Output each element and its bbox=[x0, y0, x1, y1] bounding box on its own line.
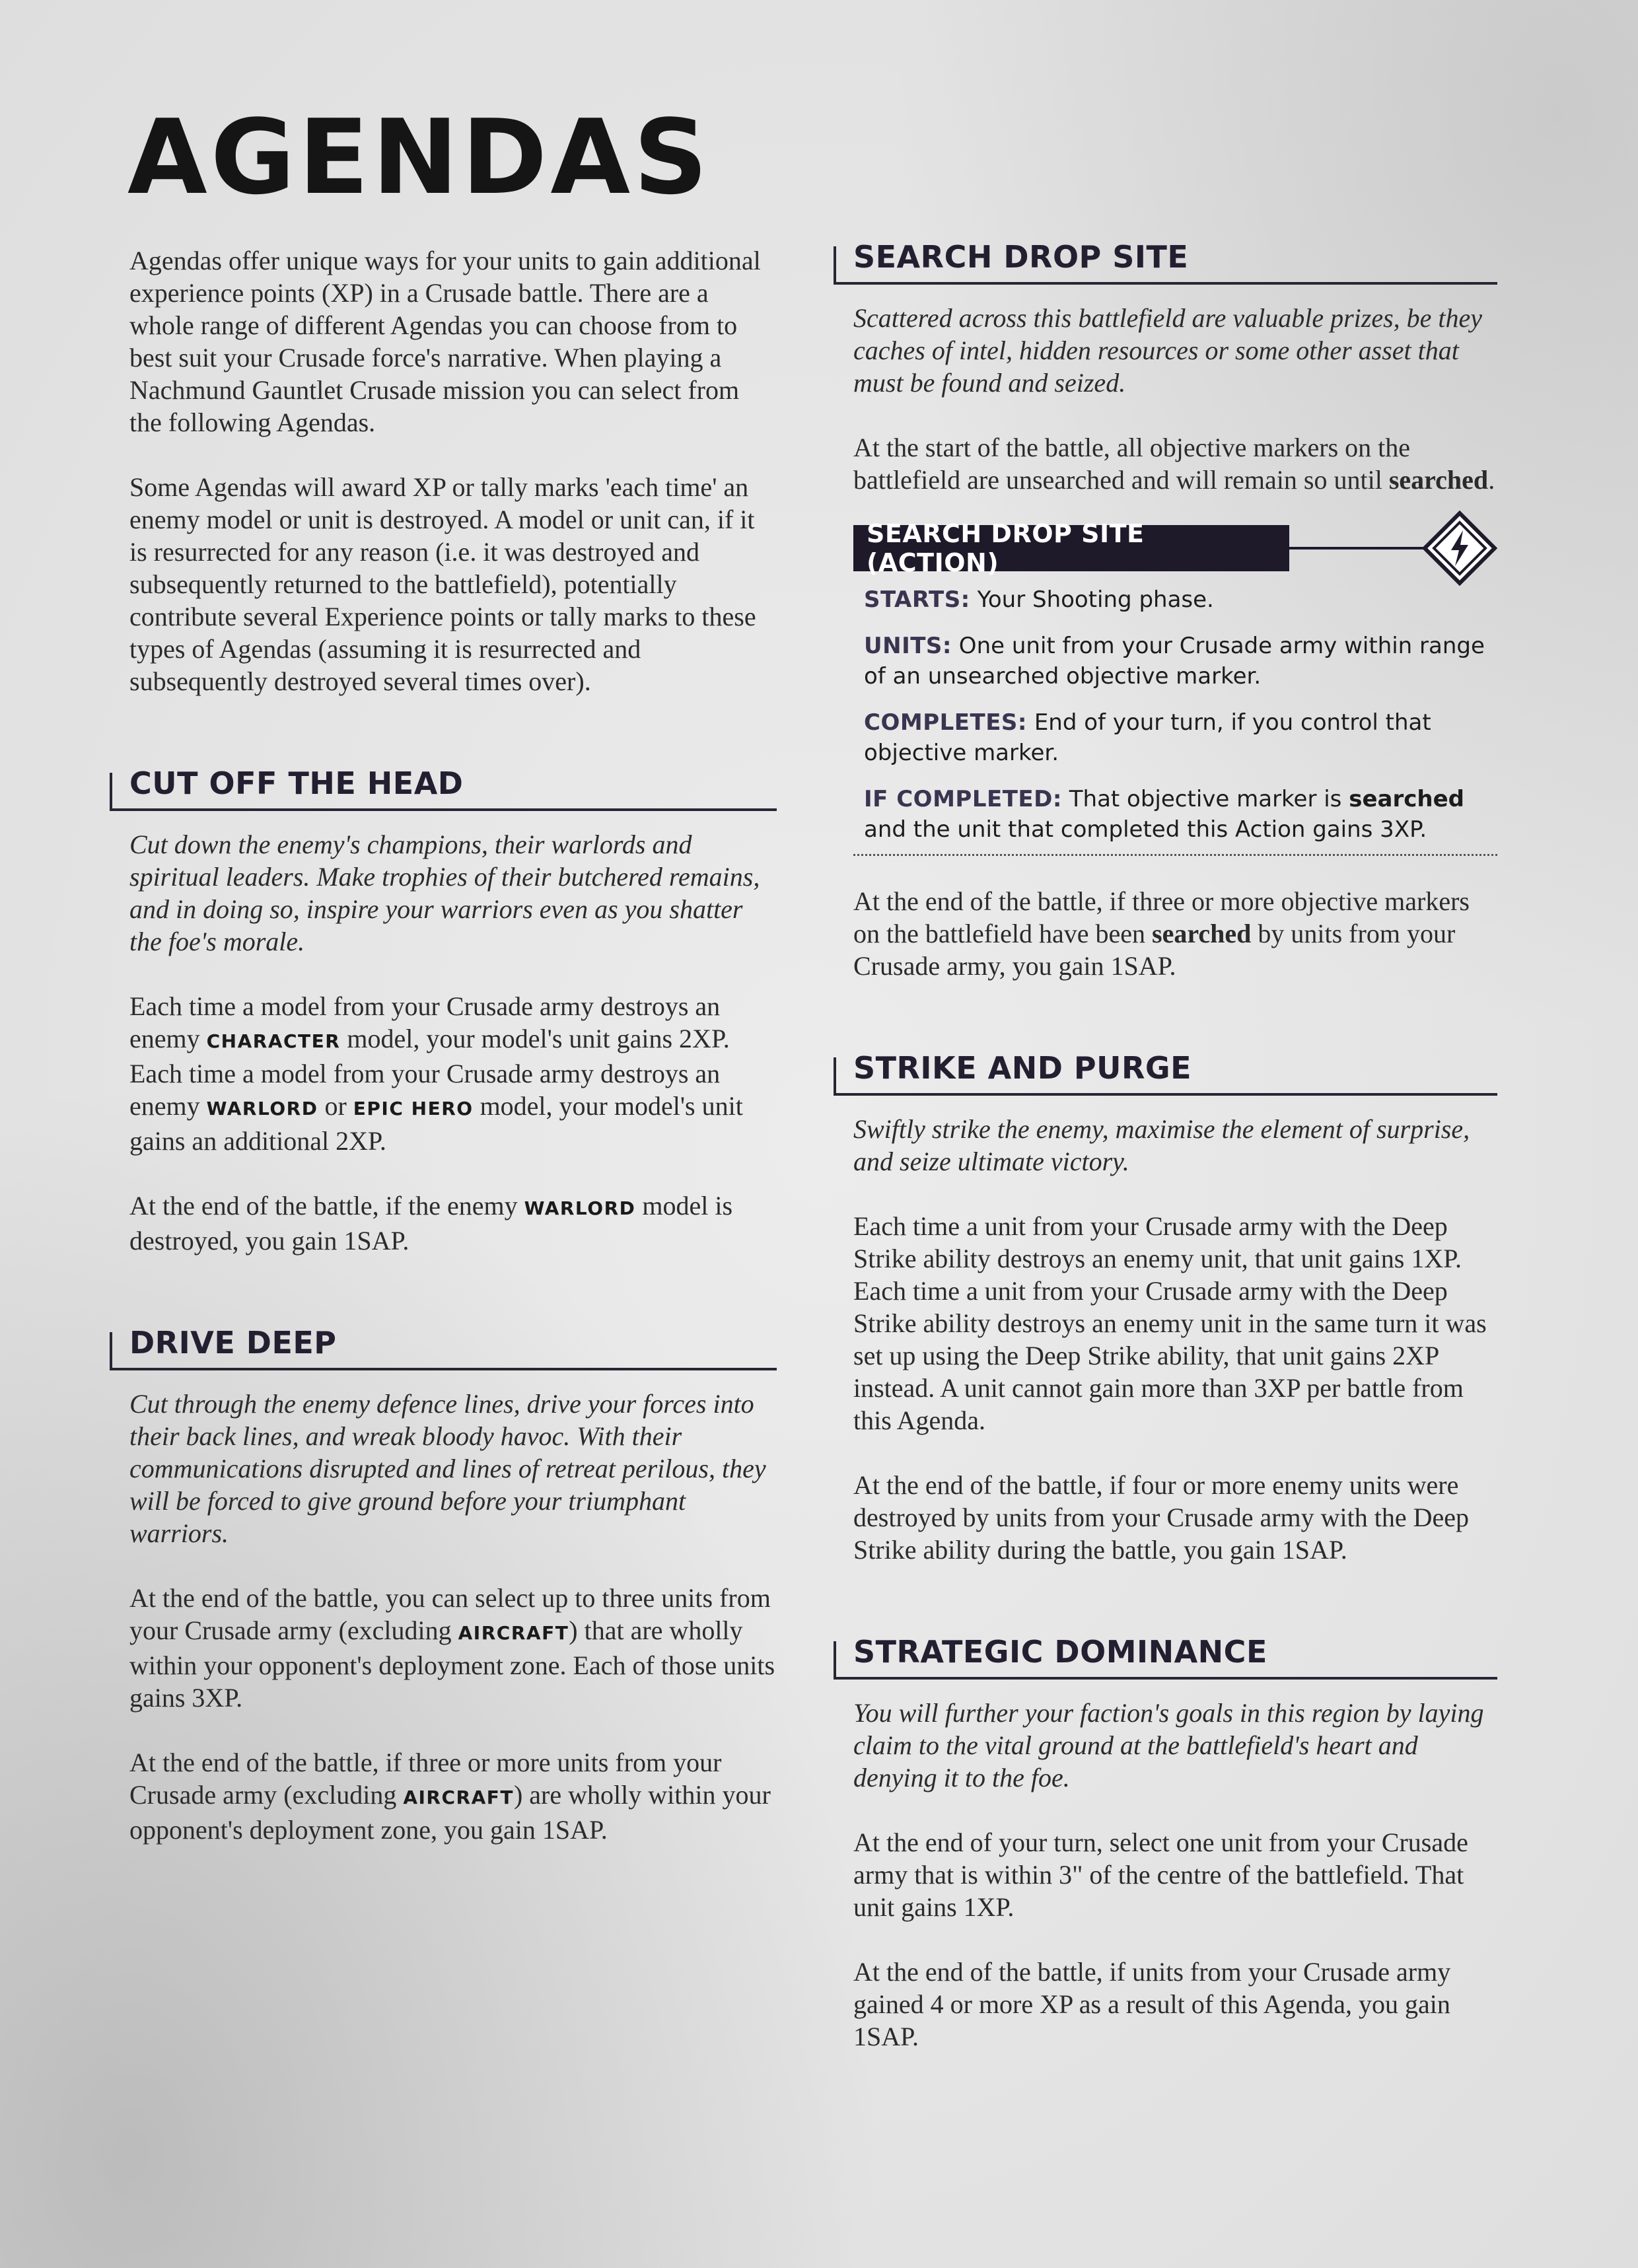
rule-paragraph-2: At the end of the battle, if units from your Crusade army gained 4 or more XP as a result of this Agenda, you gain 1SAP. bbox=[853, 1957, 1451, 2051]
left-column bbox=[129, 244, 777, 1846]
action-units: UNITS: One unit from your Crusade army within range of an unsearched objective marker. bbox=[864, 633, 1485, 690]
section-heading: DRIVE DEEP bbox=[129, 1325, 337, 1361]
lore-text: Cut through the enemy defence lines, drive your forces into their back lines, and wreak bloody havoc. With their communications disrupted and lines of retreat perilous, they will be forced to give ground before your triumphant warriors. bbox=[129, 1389, 766, 1548]
section-heading-bar bbox=[834, 234, 1497, 285]
keyword-warlord: WARLORD bbox=[524, 1197, 636, 1219]
rule-paragraph-2: At the end of the battle, if three or more units from your Crusade army (excluding AIRCRAFT) are wholly within your opponent's deployment zone, you gain 1SAP. bbox=[129, 1748, 771, 1845]
section-heading-bar bbox=[834, 1045, 1497, 1096]
lightning-bolt-diamond-icon bbox=[1422, 511, 1497, 586]
keyword-aircraft: AIRCRAFT bbox=[458, 1622, 569, 1644]
section-heading: SEARCH DROP SITE bbox=[853, 239, 1189, 275]
agenda-search-drop-site bbox=[853, 234, 1497, 982]
lore-text: Scattered across this battlefield are valuable prizes, be they caches of intel, hidden resources or some other asset that must be found and seized. bbox=[853, 303, 1483, 398]
section-heading-bar bbox=[110, 1320, 777, 1370]
rule-paragraph-1: At the end of your turn, select one unit from your Crusade army that is within 3" of the centre of the battlefield. That unit gains 1XP. bbox=[853, 1827, 1468, 1922]
action-completes: COMPLETES: End of your turn, if you control that objective marker. bbox=[864, 709, 1431, 766]
section-heading: CUT OFF THE HEAD bbox=[129, 765, 464, 801]
page-title: AGENDAS bbox=[127, 97, 711, 217]
action-title: SEARCH DROP SITE (ACTION) bbox=[853, 525, 1289, 571]
lore-text: Swiftly strike the enemy, maximise the element of surprise, and seize ultimate victory. bbox=[853, 1114, 1470, 1176]
intro-paragraph-1: Agendas offer unique ways for your units to gain additional experience points (XP) in a Crusade battle. There are a whole range of different Agendas you can choose from to best suit your Crusade force's narrative. When playing a Nachmund Gauntlet Crusade mission you can select from the following Agendas. bbox=[129, 246, 761, 437]
action-box bbox=[853, 519, 1497, 856]
action-body bbox=[853, 571, 1497, 856]
keyword-aircraft: AIRCRAFT bbox=[403, 1787, 514, 1808]
action-if-completed: IF COMPLETED: That objective marker is searched and the unit that completed this Action gains 3XP. bbox=[864, 786, 1464, 843]
agenda-drive-deep bbox=[129, 1320, 777, 1846]
intro-paragraph-2: Some Agendas will award XP or tally marks 'each time' an enemy model or unit is destroyed. A model or unit can, if it is resurrected for any reason (i.e. it was destroyed and subsequently returned to the battlefield), potentially contribute several Experience points or tally marks to these types of Agendas (assuming it is resurrected and subsequently destroyed several times over). bbox=[129, 472, 756, 696]
action-header-rule bbox=[1289, 547, 1438, 549]
rule-paragraph-1: Each time a model from your Crusade army destroys an enemy CHARACTER model, your model's unit gains 2XP. Each time a model from your Crusade army destroys an enemy WARLORD or EPIC HERO model, your model's unit gains an additional 2XP. bbox=[129, 991, 743, 1156]
keyword-character: CHARACTER bbox=[206, 1030, 341, 1052]
lore-text: Cut down the enemy's champions, their warlords and spiritual leaders. Make trophies of their butchered remains, and in doing so, inspire your warriors even as you shatter the foe's morale. bbox=[129, 830, 760, 956]
rule-paragraph-2: At the end of the battle, if three or more objective markers on the battlefield have been searched by units from your Crusade army, you gain 1SAP. bbox=[853, 886, 1470, 981]
rule-paragraph-2: At the end of the battle, if the enemy WARLORD model is destroyed, you gain 1SAP. bbox=[129, 1191, 733, 1256]
keyword-epic-hero: EPIC HERO bbox=[353, 1098, 474, 1119]
intro-section bbox=[129, 244, 777, 697]
agenda-cut-off-the-head bbox=[129, 761, 777, 1257]
rule-paragraph-1: Each time a unit from your Crusade army with the Deep Strike ability destroys an enemy unit, that unit gains 1XP. Each time a unit from your Crusade army with the Deep Strike ability destroys an enemy unit in the same turn it was set up using the Deep Strike ability, that unit gains 2XP instead. A unit cannot gain more than 3XP per battle from this Agenda. bbox=[853, 1211, 1487, 1435]
rule-paragraph-1: At the end of the battle, you can select up to three units from your Crusade army (excluding AIRCRAFT) that are wholly within your opponent's deployment zone. Each of those units gains 3XP. bbox=[129, 1583, 775, 1713]
action-starts: STARTS: Your Shooting phase. bbox=[864, 586, 1214, 613]
section-heading: STRIKE AND PURGE bbox=[853, 1050, 1192, 1086]
action-header bbox=[853, 519, 1497, 577]
keyword-warlord: WARLORD bbox=[206, 1098, 318, 1119]
lore-text: You will further your faction's goals in this region by laying claim to the vital ground at the battlefield's heart and denying it to the foe. bbox=[853, 1698, 1484, 1792]
agenda-strike-and-purge bbox=[853, 1045, 1497, 1566]
rule-paragraph-1: At the start of the battle, all objective markers on the battlefield are unsearched and will remain so until searched. bbox=[853, 433, 1495, 495]
section-heading-bar bbox=[110, 761, 777, 811]
agenda-strategic-dominance bbox=[853, 1629, 1497, 2053]
right-column bbox=[853, 234, 1497, 2053]
rule-paragraph-2: At the end of the battle, if four or more enemy units were destroyed by units from your Crusade army with the Deep Strike ability during the battle, you gain 1SAP. bbox=[853, 1470, 1470, 1565]
section-heading-bar bbox=[834, 1629, 1497, 1680]
section-heading: STRATEGIC DOMINANCE bbox=[853, 1634, 1267, 1670]
